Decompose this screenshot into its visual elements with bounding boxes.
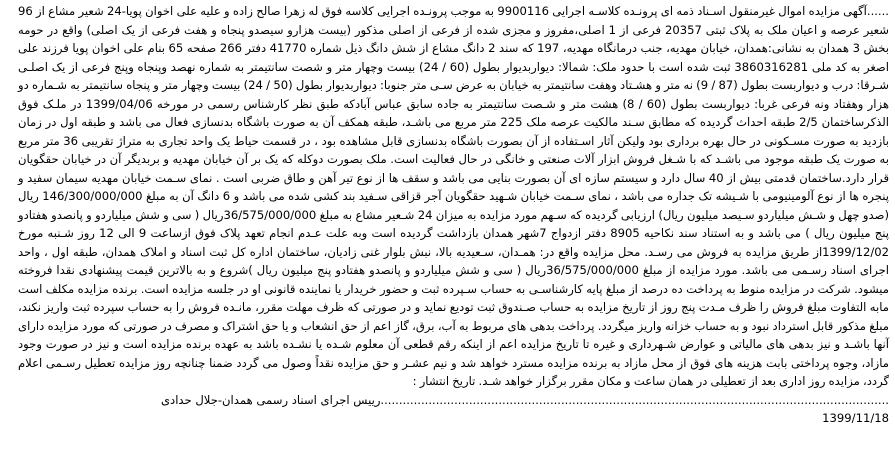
signature-line: ..........................................................................................................................................رییس اجرای اسناد رسمی همدان-جلال حدادی [160,392,889,407]
publish-date: 1399/11/18 [822,411,889,425]
notice-body-text: ......آگهی مزایده اموال غیرمنقول اسـناد ذمه ای پرونـده کلاسـه اجرایی 9900116 به موجب پرونـده اجرایی کلاسه فوق له زهرا صالح زاده و علیه علی اخوان پویا-24 شعیر مشاع از 96 شعیر عرصه و اعیان ملک به پلاک ثبتی 20357 فرعی از 1 اصلی،مفروز و مجزی شده از فرعی از اصلی مذکور (بیست هزارو سیصدو پنجاه و هفت فرعی از یک اصلی) واقع در حومه بخش 3 همدان به نشانی:همدان، خیابان مهدیه، جنب درمانگاه مهدیه، 197 که سند 2 دانگ مشاع از شش دانگ ذیل شماره 41770 دفتر 266 صفحه 65 بنام علی اخوان پویا فرزند علی اصغر به کد ملی 3860316281 ثبت شده است با حدود ملک: شمالا: دیواربدیوار بطول (60 / 24) بیست وچهار متر و شصت سانتیمتر به شماره نهصد وپنجاه وپنج فرعی از یک اصلـی شـرقا: درب و دیواربست بطول (87 / 9) نه متر و هشـتاد وهفت سانتیمتر به خیابان به عرض سـی متر جنوبا: دیواربدیوار بطول (50 / 24) بیست وچهار متر و پنجاه سانتیمتر به شـماره دو هزار وهفتاد ونه فرعی غربا: دیواربست بطول (60 / 8) هشت متر و شـصت سانتیمتر به جاده سابق عباس آبادکه طبق نظر کارشناس رسمی در مورخه 1399/04/06 در ملـک فوق الذکرساختمان 2/5 طبقه احداث گردیده که مطابق سـند مالکیت عرصه ملک 225 متر مربع می باشـد، طبقه همکف آن به صورت باشگاه بدنسازی فعال می باشد و طبقه اول در زمان بازدید به صورت مسـکونی در حال بهره برداری بود ولیکن آثار اسـتفاده از آن بصورت باشگاه بدنسازی قابل مشاهده بود ، در قسمت حیاط یک واحد تجاری به متراژ تقریبی 36 متر مربع به صورت یک طبقه موجود می باشـد که با شـغل فروش ابزار آلات صنعتی و خانگی در حال فعالیت است. ملک بصورت دوکله که یک بر آن خیابان مهدیه و بربدیگر آن در خیابان حقگویان قرار دارد.ساختمان قدمتی بیش از 40 سال دارد و سیستم سازه ای آن بصورت بنایی می باشد و سقف ها از نوع تیر آهن و طاق ضربی است . نمای سـمت خیابان مهدیه سیمان سفید و پنجره ها از نوع آلومینیومی با شـیشه تک جداره می باشد ، نمای سـمت خیابان شـهید حقگویان آجر قزاقی سـفید بند کشی شده می باشد و 6 دانگ آن به مبلغ 146/300/000/000 ریال (صدو چهل و شـش میلیاردو سـیصد میلیون ریال) ارزیابی گردیده که سـهم مورد مزایده به میزان 24 شـعیر مشاع به مبلغ 36/575/000/000ریال ( سی و شش میلیاردو و پانصدو هفتادو پنج میلیون ریال ) می باشد و به استناد سند نکاحیه 8905 دفتر ازدواج 7شهر همدان بازداشت گردیده است وبه علت عـدم انجام تعهد پلاک فوق ازساعت 9 الی 12 روز شـنبه مورخ 1399/12/02از طریق مزایده به فروش می رسـد. محل مزایده واقع در: همـدان، سـعیدیه بالا، نبش بلوار غنی زادیان، ساختمان اداره کل ثبت اسناد و املاک همدان، طبقه اول ، واحد اجرای اسناد رسـمی می باشد. مورد مزایده از مبلغ 36/575/000/000ریال ( سی و شش میلیاردو و پانصدو هفتادو پنج میلیون ریال )شروع و به بالاترین قیمت پیشنهادی نقدا فروخته میشود. شرکت در مزایده منوط به پرداخت ده درصد از مبلغ پایه کارشناسـی به حساب سـپرده ثبت و حضور خریدار یا نماینده قانونی او در جلسه مزایده است. برنده مزایده مکلف است مابه التفاوت مبلغ فروش را ظرف مـدت پنج روز از تاریخ مزایده به حساب صـندوق ثبت تودیع نماید و در صورتی که ظرف مهلت مقرر، مانـده فروش را به حساب سپرده ثبت واریز نکند، مبلغ مذکور قابل استرداد نبود و به حساب خزانه واریز میگردد. پرداخت بدهی های مربوط به آب، برق، گاز اعم از حق انشعاب و یا حق اشتراک و مصرف در صورتی که مورد مزایده دارای آنها باشـد و نیز بدهی های مالیاتی و عوارض شـهرداری و غیره تا تاریخ مزایده اعم از اینکه رقم قطعی آن معلوم شـده یا نشـده باشد به عهده برنده مزایده است و نیز در صورت وجود مازاد، وجوه پرداختی بابت هزینه های فوق از محل مازاد به برنده مزایده مسترد خواهد شد و نیم عشـر و حق مزایده نقداً وصول می گردد ضمنا چنانچه روز مزایده تعطیل رسـمی اعلام گردد، مزایده روز اداری بعد از تعطیلی در همان ساعت و مکان مقرر برگزار خواهد شـد. تاریخ انتشار : [18,4,890,388]
auction-notice [12,0,895,451]
